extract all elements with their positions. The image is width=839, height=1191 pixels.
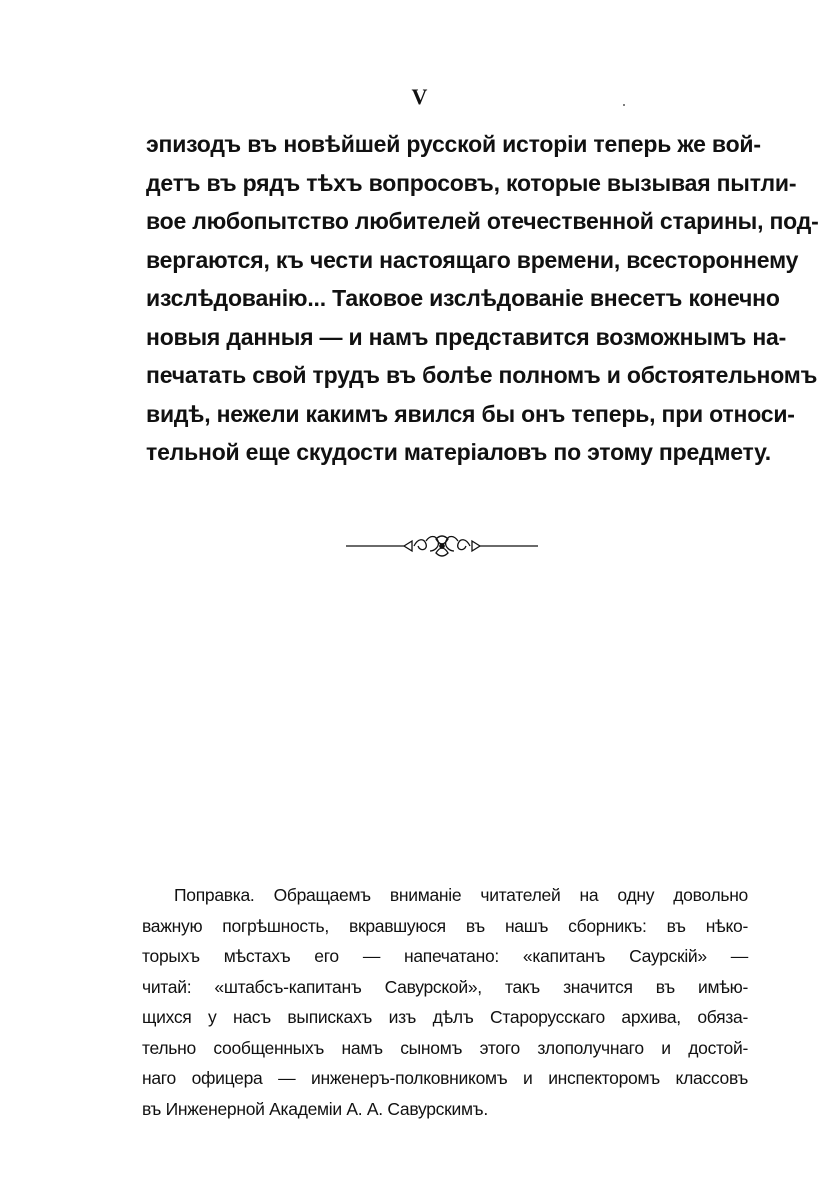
text-line: торыхъ мѣстахъ его — напечатано: «капитанъ Саурскій» —	[142, 946, 748, 966]
text-line: тельной еще скудости матеріаловъ по этому предмету.	[146, 439, 771, 465]
text-line: щихся у насъ выпискахъ изъ дѣлъ Старорусскаго архива, обяза-	[142, 1007, 748, 1027]
text-line: тельно сообщенныхъ намъ сыномъ этого злополучнаго и достой-	[142, 1037, 748, 1058]
text-line: въ Инженерной Академіи А. А. Савурскимъ.	[142, 1098, 488, 1119]
page-number: V	[411, 84, 428, 109]
text-line: вергаются, къ чести настоящаго времени, всестороннему	[146, 246, 799, 273]
correction-note	[142, 880, 748, 1124]
text-line: Поправка. Обращаемъ вниманіе читателей на одну довольно	[174, 885, 748, 905]
ornament-divider	[344, 533, 540, 559]
text-line: видѣ, нежели какимъ явился бы онъ теперь, при относи-	[146, 400, 795, 427]
text-line: печатать свой трудъ въ болѣе полномъ и обстоятельномъ	[146, 362, 818, 388]
print-speck	[623, 104, 625, 106]
text-line: наго офицера — инженеръ-полковникомъ и инспекторомъ классовъ	[142, 1068, 748, 1088]
text-line: детъ въ рядъ тѣхъ вопросовъ, которые вызывая пытли-	[146, 169, 797, 196]
text-line: вое любопытство любителей отечественной старины, под-	[146, 208, 819, 234]
text-line: изслѣдованію... Таковое изслѣдованіе внесетъ конечно	[146, 285, 780, 311]
main-paragraph	[146, 125, 819, 472]
text-line: эпизодъ въ новѣйшей русской исторіи теперь же вой-	[146, 131, 761, 157]
text-line: читай: «штабсъ-капитанъ Савурской», такъ значится въ имѣю-	[142, 976, 748, 997]
text-line: новыя данныя — и намъ представится возможнымъ на-	[146, 323, 787, 350]
text-line: важную погрѣшность, вкравшуюся въ нашъ сборникъ: въ нѣко-	[142, 915, 748, 936]
